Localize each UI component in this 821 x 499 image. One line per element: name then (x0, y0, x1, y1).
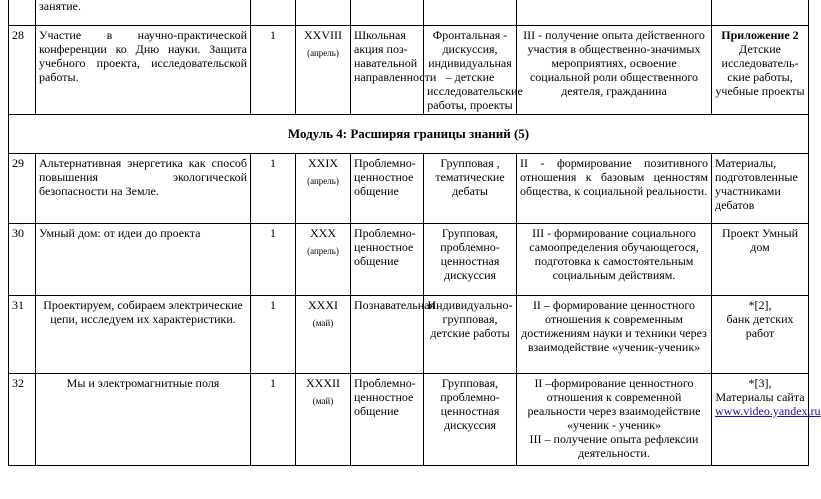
result-cell: III - формирование социального самоопределения обучающегося, подготовка к самостоятельным социальным действиям. (517, 224, 712, 296)
type-cell: Проблемно-ценностное общение (351, 154, 424, 224)
month-label: (апрель) (307, 176, 339, 186)
control-cell (712, 296, 809, 374)
week-cell (296, 374, 351, 466)
control-cell: Проект Умный дом (712, 224, 809, 296)
type-cell: Проблемно-ценностное общение (351, 224, 424, 296)
week-cell (296, 154, 351, 224)
week-number: XXX (310, 226, 336, 240)
control-text: Детские исследователь-ские работы, учебные проекты (715, 42, 805, 98)
website-link[interactable]: www.video.yandex.ru (715, 404, 821, 418)
control-reference: *[2], (748, 298, 772, 312)
form-cell: Групповая, проблемно-ценностная дискуссия (424, 224, 517, 296)
form-cell: Групповая, проблемно-ценностная дискуссия (424, 374, 517, 466)
control-text: банк детских работ (726, 312, 794, 340)
topic-cell: Участие в научно-практической конференции ко Дню науки. Защита учебного проекта, исследовательской работы. (36, 26, 251, 115)
row-number: 29 (9, 154, 36, 224)
module-heading: Модуль 4: Расширяя границы знаний (5) (9, 115, 809, 154)
week-cell (296, 224, 351, 296)
activity-cell: занятие. (36, 0, 251, 26)
control-text: Материалы сайта (715, 390, 805, 404)
row-number: 30 (9, 224, 36, 296)
table-row (9, 374, 809, 466)
week-number: XXVIII (304, 28, 342, 42)
result-cell: III - получение опыта действенного участия в общественно-значимых мероприятиях, освоение социальной роли общественного деятеля, гражданина (517, 26, 712, 115)
hours-cell: 1 (251, 26, 296, 115)
week-number: XXIX (308, 156, 338, 170)
table-row (9, 154, 809, 224)
topic-cell: Умный дом: от идеи до проекта (36, 224, 251, 296)
hours-cell: 1 (251, 224, 296, 296)
month-label: (май) (312, 396, 334, 406)
result-cell: II - формирование позитивного отношения к базовым ценностям общества, к социальной реальности. (517, 154, 712, 224)
form-cell: Индивидуально-групповая, детские работы (424, 296, 517, 374)
module-row (9, 115, 809, 154)
control-cell: Материалы, подготовленные участниками дебатов (712, 154, 809, 224)
topic-cell: Альтернативная энергетика как способ повышения экологической безопасности на Земле. (36, 154, 251, 224)
row-number: 31 (9, 296, 36, 374)
week-number: XXXI (308, 298, 338, 312)
control-title: Приложение 2 (721, 28, 799, 42)
result-cell: II – формирование ценностного отношения к современным достижениям науки и техники через взаимодействие «ученик-ученик» (517, 296, 712, 374)
month-label: (апрель) (307, 48, 339, 58)
form-cell: Фронтальная - дискуссия, индивидуальная – детские исследовательские работы, проекты (424, 26, 517, 115)
week-cell (296, 296, 351, 374)
table-row (9, 224, 809, 296)
topic-cell: Мы и электромагнитные поля (36, 374, 251, 466)
week-cell (296, 26, 351, 115)
control-cell (712, 26, 809, 115)
hours-cell: 1 (251, 296, 296, 374)
table-row (9, 26, 809, 115)
row-number: 28 (9, 26, 36, 115)
hours-cell: 1 (251, 154, 296, 224)
month-label: (апрель) (307, 246, 339, 256)
row-number: 32 (9, 374, 36, 466)
topic-cell: Проектируем, собираем электрические цепи, исследуем их характеристики. (36, 296, 251, 374)
type-cell: Проблемно-ценностное общение (351, 374, 424, 466)
result-text: II –формирование ценностного отношения к современной реальности через взаимодействие «ученик - ученик» (527, 376, 701, 432)
lesson-plan-table (8, 0, 821, 466)
table-row (9, 296, 809, 374)
week-number: XXXII (306, 376, 340, 390)
table-row (9, 0, 809, 26)
control-reference: *[3], (748, 376, 772, 390)
month-label: (май) (312, 318, 334, 328)
type-cell: Познавательная (351, 296, 424, 374)
type-cell: Школьная акция поз-навательной направленности (351, 26, 424, 115)
result-cell (517, 374, 712, 466)
control-cell (712, 374, 821, 466)
form-cell: Групповая , тематические дебаты (424, 154, 517, 224)
result-text-2: III – получение опыта рефлексии деятельности. (529, 432, 699, 460)
hours-cell: 1 (251, 374, 296, 466)
